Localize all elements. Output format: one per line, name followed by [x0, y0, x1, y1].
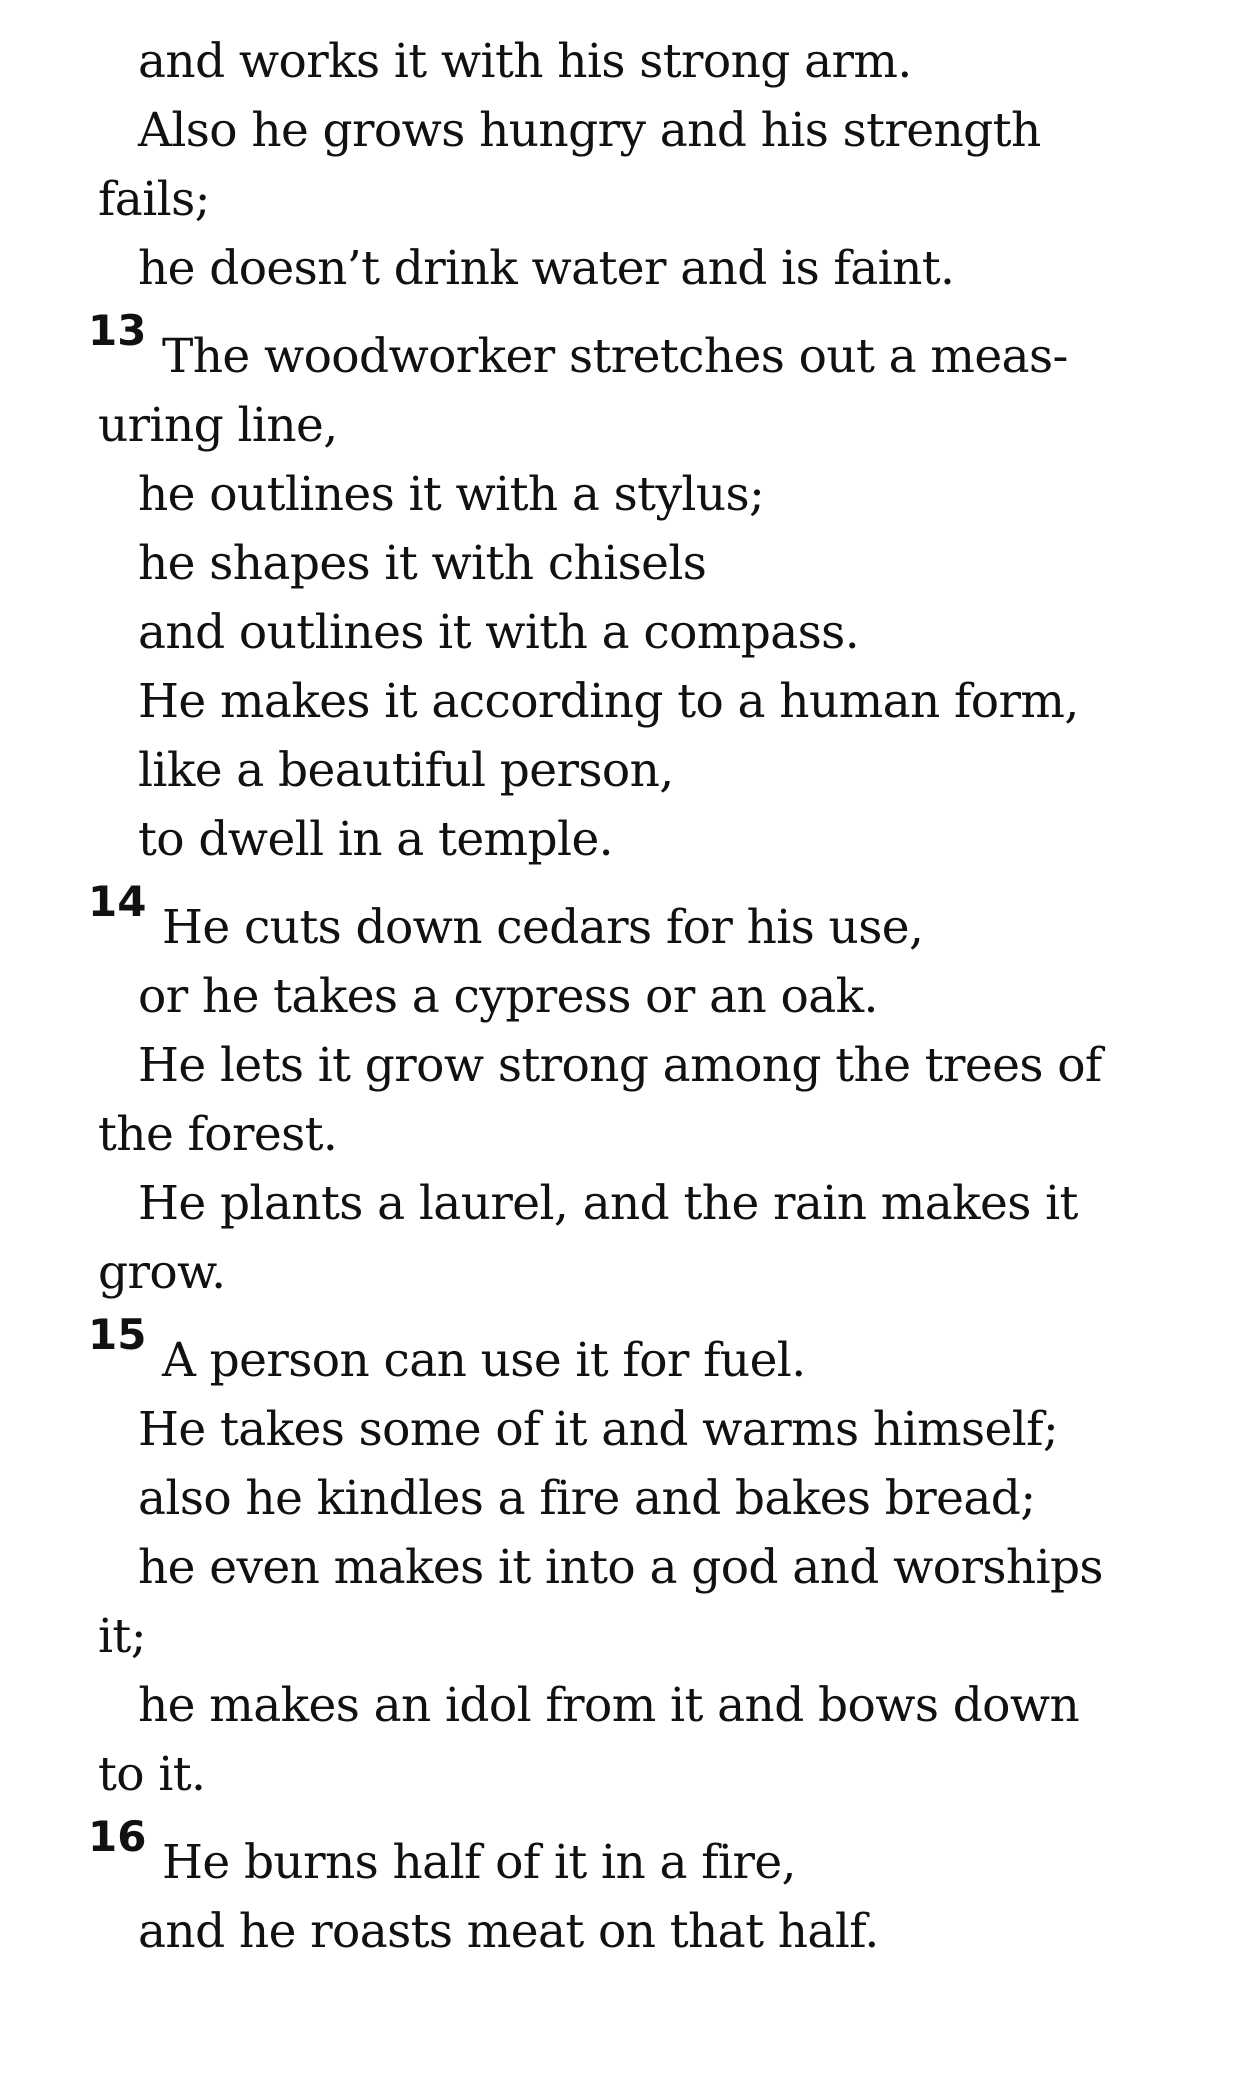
verse-text-line: The woodworker stretches out a meas- — [162, 329, 1068, 384]
verse-text-line: to dwell in a temple. — [138, 812, 614, 867]
verse-text-line: he doesn’t drink water and is faint. — [138, 241, 955, 296]
verse-text-line: uring line, — [98, 398, 338, 453]
verse-text-line: and works it with his strong arm. — [138, 34, 912, 89]
verse-text-line: He cuts down cedars for his use, — [162, 900, 924, 955]
verse-text-line: also he kindles a fire and bakes bread; — [138, 1471, 1036, 1526]
verse-text-line: He lets it grow strong among the trees of — [138, 1038, 1102, 1093]
verse-text-line: he even makes it into a god and worships — [138, 1540, 1103, 1595]
verse-text-line: He burns half of it in a fire, — [162, 1835, 796, 1890]
verse-text-line: he shapes it with chisels — [138, 536, 707, 591]
verse-number: 14 — [88, 877, 147, 926]
verse-text-line: to it. — [98, 1747, 206, 1802]
verse-number: 13 — [88, 306, 147, 355]
verse-text-line: He plants a laurel, and the rain makes it — [138, 1176, 1078, 1231]
verse-text-line: Also he grows hungry and his strength — [138, 103, 1041, 158]
verse-text-line: it; — [98, 1609, 146, 1664]
verse-text-line: grow. — [98, 1245, 226, 1300]
verse-text-line: He takes some of it and warms himself; — [138, 1402, 1059, 1457]
verse-text-line: fails; — [98, 172, 210, 227]
verse-text-line: he outlines it with a stylus; — [138, 467, 765, 522]
verse-text-line: or he takes a cypress or an oak. — [138, 969, 878, 1024]
verse-text-line: He makes it according to a human form, — [138, 674, 1079, 729]
verse-number: 16 — [88, 1812, 147, 1861]
verse-text-line: the forest. — [98, 1107, 338, 1162]
verse-number: 15 — [88, 1310, 147, 1359]
verse-text-line: and outlines it with a compass. — [138, 605, 860, 660]
verse-text-line: A person can use it for fuel. — [162, 1333, 806, 1388]
verse-text-line: like a beautiful person, — [138, 743, 674, 798]
verse-text-line: and he roasts meat on that half. — [138, 1904, 879, 1959]
verse-text-line: he makes an idol from it and bows down — [138, 1678, 1080, 1733]
